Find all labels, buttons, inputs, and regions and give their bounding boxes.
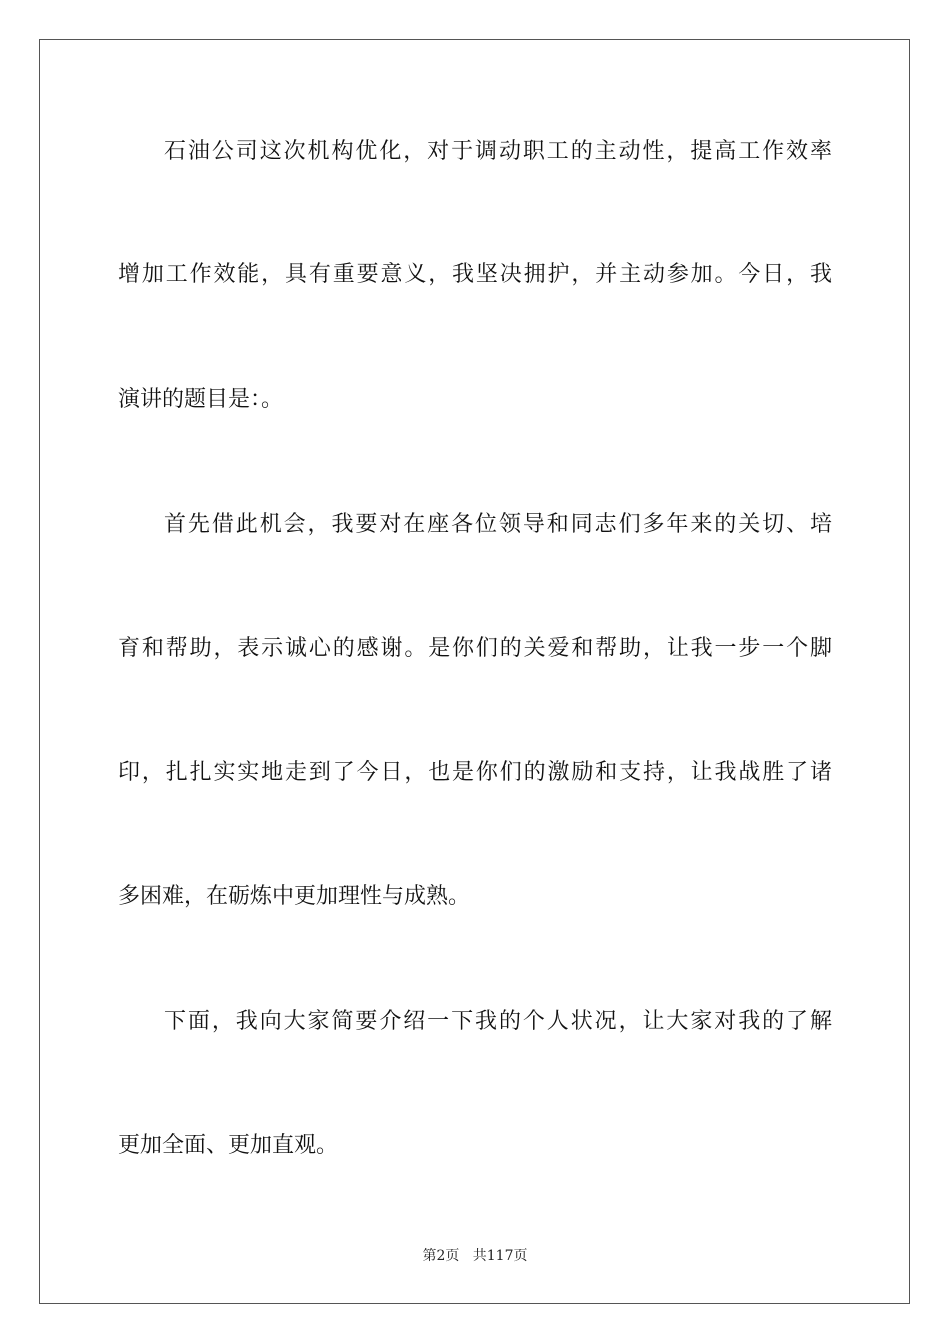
page-number: 第2页 — [422, 1248, 460, 1264]
paragraph-1-line-3: 演讲的题目是：。 — [118, 387, 284, 412]
paragraph-2-line-1: 首先借此机会，我要对在座各位领导和同志们多年来的关切、培 — [164, 512, 832, 537]
paragraph-3-line-2: 更加全面、更加直观。 — [118, 1133, 339, 1158]
paragraph-2-line-4: 多困难，在砺炼中更加理性与成熟。 — [118, 884, 471, 909]
paragraph-1-line-1: 石油公司这次机构优化，对于调动职工的主动性，提高工作效率 — [164, 139, 832, 164]
paragraph-2-line-3: 印，扎扎实实地走到了今日，也是你们的激励和支持，让我战胜了诸 — [118, 760, 832, 785]
paragraph-2-line-2: 育和帮助，表示诚心的感谢。是你们的关爱和帮助，让我一步一个脚 — [118, 636, 832, 661]
paragraph-1-line-2: 增加工作效能，具有重要意义，我坚决拥护，并主动参加。今日，我 — [118, 262, 832, 287]
page-border — [39, 39, 910, 1304]
page-footer — [0, 1246, 950, 1266]
paragraph-3-line-1: 下面，我向大家简要介绍一下我的个人状况，让大家对我的了解 — [164, 1009, 832, 1034]
total-pages: 共117页 — [472, 1248, 528, 1264]
